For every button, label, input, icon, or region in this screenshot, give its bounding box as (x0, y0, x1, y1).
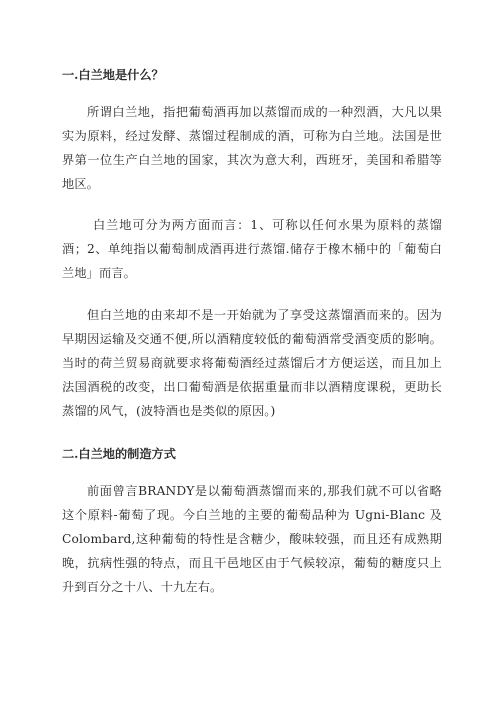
paragraph-origin: 但白兰地的由来却不是一开始就为了享受这蒸馏酒而来的。因为早期因运输及交通不便,所以酒精度较低的葡萄酒常受酒变质的影响。当时的荷兰贸易商就要求将葡萄酒经过蒸馏后才方便运送，而且加上法国酒税的改变，出口葡萄酒是依据重量而非以酒精度课税，更助长蒸馏的风气，(波特酒也是类似的原因。) (62, 308, 442, 418)
section-heading-what-is-brandy: 一.白兰地是什么？ (62, 68, 164, 82)
paragraph-grape-varieties: 前面曾言BRANDY是以葡萄酒蒸馏而来的,那我们就不可以省略这个原料-葡萄了现。今白兰地的主要的葡萄品种为 Ugni-Blanc 及 Colombard,这种葡萄的特性是含糖少，酸味较强，而且还有成熟期晚，抗病性强的特点，而且干邑地区由于气候较凉，葡萄的糖度只上升到百分之十八、十九左右。 (62, 484, 442, 594)
paragraph-definition: 所谓白兰地，指把葡萄酒再加以蒸馏而成的一种烈酒，大凡以果实为原料，经过发酵、蒸馏过程制成的酒，可称为白兰地。法国是世界第一位生产白兰地的国家，其次为意大利，西班牙，美国和希腊等地区。 (62, 105, 442, 191)
section-heading-production-method: 二.白兰地的制造方式 (62, 447, 176, 461)
paragraph-two-meanings: 白兰地可分为两方面而言：1、可称以任何水果为原料的蒸馏酒；2、单纯指以葡萄制成酒再进行蒸馏.储存于橡木桶中的「葡萄白兰地」而言。 (62, 218, 442, 280)
